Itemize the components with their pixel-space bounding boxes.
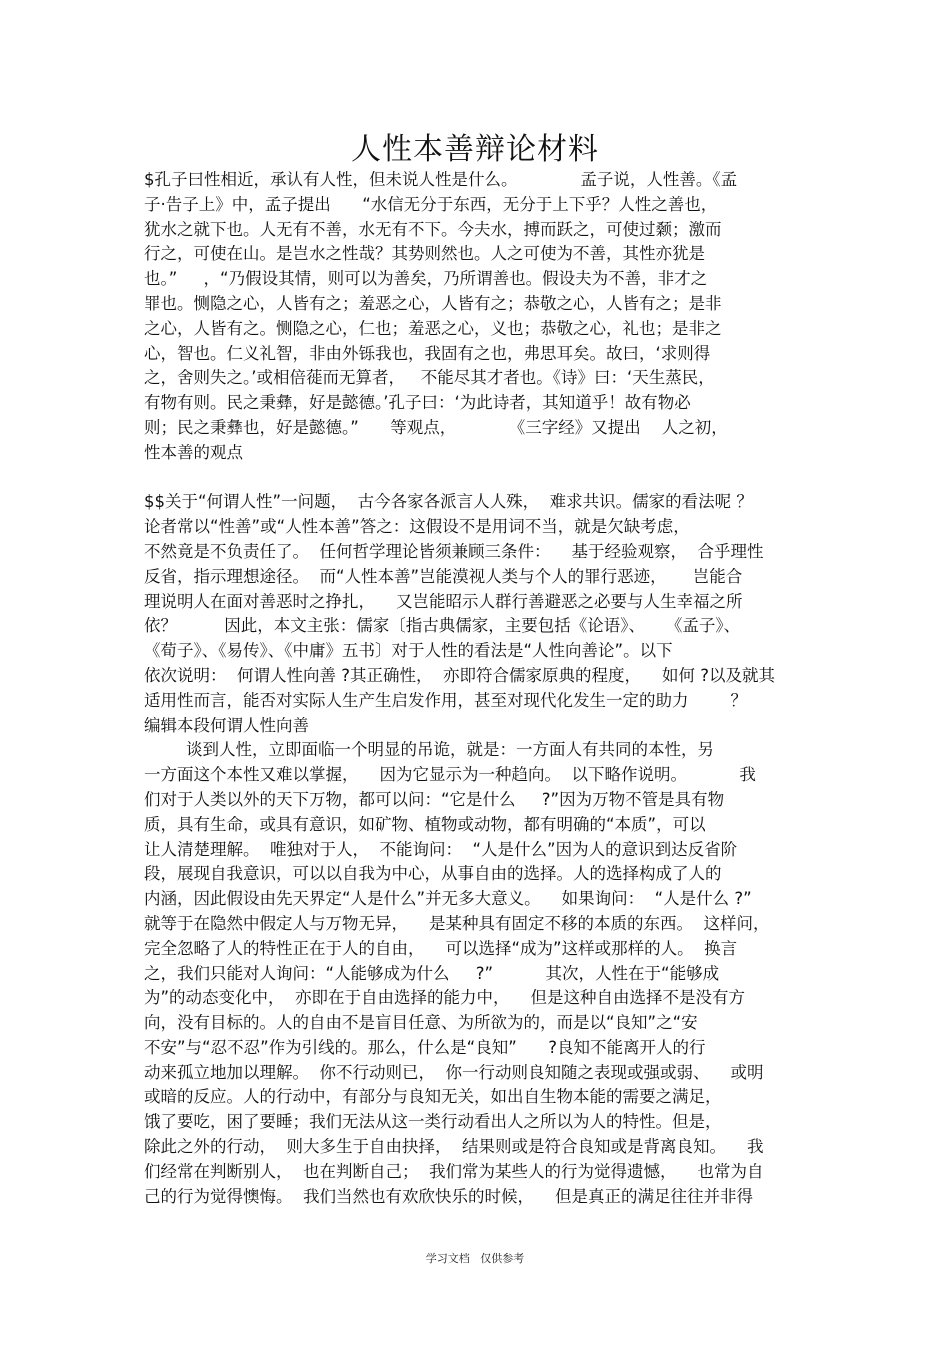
text-line: 则；民之秉彝也，好是懿德。” 等观点， 《三字经》又提出 人之初，: [144, 417, 728, 437]
text-line: 内涵，因此假设由先天界定“人是什么”并无多大意义。 如果询问： “人是什么 ?”: [144, 889, 752, 909]
text-line: 谈到人性，立即面临一个明显的吊诡，就是：一方面人有共同的本性，另: [144, 740, 714, 760]
text-line: 除此之外的行动， 则大多生于自由抉择， 结果则或是符合良知或是背离良知。 我: [144, 1137, 764, 1157]
text-line: 质，具有生命，或具有意识，如矿物、植物或动物，都有明确的“本质”，可以: [144, 814, 706, 834]
paragraph-human-nature-toward-good: [144, 490, 824, 1209]
text-line: 不然竟是不负责任了。 任何哲学理论皆须兼顾三条件： 基于经验观察， 合乎理性: [144, 541, 764, 561]
text-line: 完全忽略了人的特性正在于人的自由， 可以选择“成为”这样或那样的人。 换言: [144, 938, 738, 958]
text-line: 段，展现自我意识，可以以自我为中心，从事自由的选择。人的选择构成了人的: [144, 864, 722, 884]
text-line: $$关于“何谓人性”一问题， 古今各家各派言人人殊， 难求共识。儒家的看法呢 ？: [144, 492, 753, 512]
text-line: 心，智也。仁义礼智，非由外铄我也，我固有之也，弗思耳矣。故曰，‘求则得: [144, 343, 711, 363]
text-line: 理说明人在面对善恶时之挣扎， 又岂能昭示人群行善避恶之必要与人生幸福之所: [144, 591, 743, 611]
text-line: 反省，指示理想途径。 而“人性本善”岂能漠视人类与个人的罪行恶迹， 岂能合: [144, 566, 743, 586]
text-line: 适用性而言，能否对实际人生产生启发作用，甚至对现代化发生一定的助力 ？: [144, 690, 747, 710]
text-line: 依次说明： 何谓人性向善 ?其正确性， 亦即符合儒家原典的程度， 如何 ?以及就其: [144, 665, 775, 685]
paragraph-spacer: [144, 466, 824, 491]
section-heading: 编辑本段何谓人性向善: [144, 715, 309, 735]
text-line: 犹水之就下也。人无有不善，水无有不下。今夫水，搏而跃之，可使过颡；激而: [144, 219, 722, 239]
text-line: 一方面这个本性又难以掌握， 因为它显示为一种趋向。 以下略作说明。 我: [144, 765, 756, 785]
text-line: 子·告子上》中，孟子提出 “水信无分于东西，无分于上下乎？人性之善也，: [144, 194, 718, 214]
text-line: 让人清楚理解。 唯独对于人， 不能询问： “人是什么”因为人的意识到达反省阶: [144, 839, 738, 859]
text-line: 依？ 因此，本文主张：儒家〔指古典儒家，主要包括《论语》、 《孟子》、: [144, 616, 741, 636]
text-line: 饿了要吃，困了要睡；我们无法从这一类行动看出人之所以为人的特性。但是，: [144, 1112, 722, 1132]
text-line: 之，我们只能对人询问：“人能够成为什么 ?” 其次，人性在于“能够成: [144, 963, 720, 983]
paragraph-confucius-mencius: [144, 168, 824, 466]
text-line: 们经常在判断别人， 也在判断自己； 我们常为某些人的行为觉得遗憾， 也常为自: [144, 1161, 764, 1181]
document-body: [144, 168, 824, 1209]
text-line: 们对于人类以外的天下万物，都可以问：“它是什么 ?”因为万物不管是具有物: [144, 789, 725, 809]
text-line: 行之，可使在山。是岂水之性哉？其势则然也。人之可使为不善，其性亦犹是: [144, 244, 705, 264]
text-line: 为”的动态变化中， 亦即在于自由选择的能力中， 但是这种自由选择不是没有方: [144, 988, 746, 1008]
text-line: 也。” ，“乃假设其情，则可以为善矣，乃所谓善也。假设夫为不善，非才之: [144, 269, 708, 289]
text-line: 或暗的反应。人的行动中，有部分与良知无关，如出自生物本能的需要之满足，: [144, 1087, 722, 1107]
text-line: 己的行为觉得懊悔。 我们当然也有欢欣快乐的时候， 但是真正的满足往往并非得: [144, 1186, 753, 1206]
text-line: 不安”与“忍不忍”作为引线的。那么，什么是“良知” ?良知不能离开人的行: [144, 1037, 706, 1057]
page-title: 人性本善辩论材料: [351, 132, 599, 167]
text-line: $孔子曰性相近，承认有人性，但未说人性是什么。 孟子说，人性善。《孟: [144, 170, 738, 189]
text-line: 之心，人皆有之。恻隐之心，仁也；羞恶之心，义也；恭敬之心，礼也；是非之: [144, 318, 722, 338]
page-footer: 学习文档 仅供参考: [425, 1252, 525, 1265]
text-line: 动来孤立地加以理解。 你不行动则已， 你一行动则良知随之表现或强或弱、 或明: [144, 1062, 764, 1082]
text-line: 《荀子》、《易传》、《中庸》五书〕对于人性的看法是“人性向善论”。以下: [144, 641, 673, 661]
text-line: 就等于在隐然中假定人与万物无异， 是某种具有固定不移的本质的东西。 这样问，: [144, 913, 770, 933]
text-line: 向，没有目标的。人的自由不是盲目任意、为所欲为的，而是以“良知”之“安: [144, 1013, 698, 1033]
text-line: 有物有则。民之秉彝，好是懿德。’孔子曰：‘为此诗者，其知道乎！故有物必: [144, 393, 691, 413]
text-line: 罪也。恻隐之心，人皆有之；羞恶之心，人皆有之；恭敬之心，人皆有之；是非: [144, 293, 722, 313]
text-line: 论者常以“性善”或“人性本善”答之：这假设不是用词不当，就是欠缺考虑，: [144, 517, 690, 537]
text-line: 性本善的观点: [144, 442, 243, 462]
text-line: 之，舍则失之。’或相倍蓰而无算者， 不能尽其才者也。《诗》曰：‘天生蒸民，: [144, 368, 715, 388]
